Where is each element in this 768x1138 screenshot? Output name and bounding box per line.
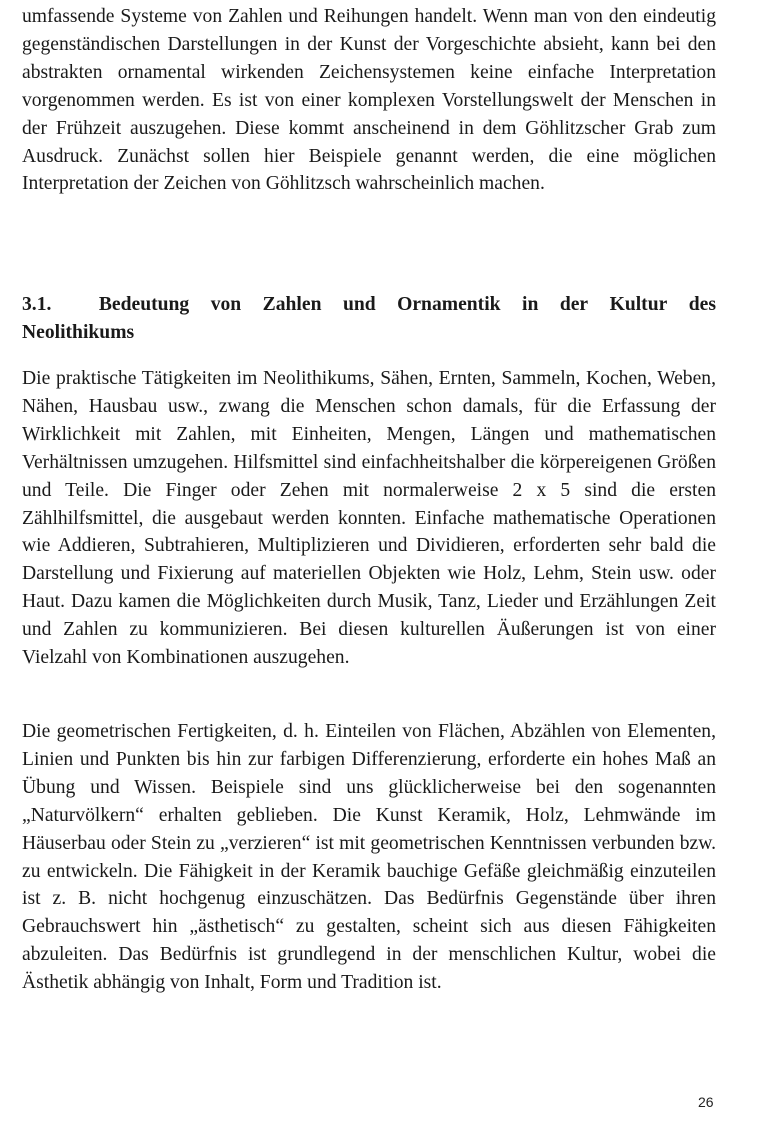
section-title-word: Zahlen — [262, 294, 322, 315]
intro-paragraph: umfassende Systeme von Zahlen und Reihungen handelt. Wenn man von den eindeutig gegenständischen Darstellungen in der Kunst der Vorgeschichte absieht, kann bei den abstrakten ornamental wirkenden Zeichensystemen keine einfache Interpretation vorgenommen werden. Es ist von einer komplexen Vorstellungswelt der Menschen in der Frühzeit auszugehen. Diese kommt anscheinend in dem Göhlitzscher Grab zum Ausdruck. Zunächst sollen hier Beispiele genannt werden, die eine möglichen Interpretation der Zeichen von Göhlitzsch wahrscheinlich machen. — [22, 6, 716, 195]
section-title-word: in — [522, 294, 539, 315]
section-title-word: von — [210, 294, 242, 315]
section-title-word: Ornamentik — [397, 294, 501, 315]
section-number: 3.1. — [22, 294, 52, 315]
body-paragraph: Die praktische Tätigkeiten im Neolithikums, Sähen, Ernten, Sammeln, Kochen, Weben, Nähen, Hausbau usw., zwang die Menschen schon damals, für die Erfassung der Wirklichkeit mit Zahlen, mit Einheiten, Mengen, Längen und mathematischen Verhältnissen umzugehen. Hilfsmittel sind einfachheitshalber die körpereigenen Größen und Teile. Die Finger oder Zehen mit normalerweise 2 x 5 sind die ersten Zählhilfsmittel, die ausgebaut werden konnten. Einfache mathematische Operationen wie Addieren, Subtrahieren, Multiplizieren und Dividieren, erforderten sehr bald die Darstellung und Fixierung auf materiellen Objekten wie Holz, Lehm, Stein usw. oder Haut. Dazu kamen die Möglichkeiten durch Musik, Tanz, Lieder und Erzählungen Zeit und Zahlen zu kommunizieren. Bei diesen kulturellen Äußerungen ist von einer Vielzahl von Kombinationen auszugehen. — [22, 368, 716, 669]
section-heading-line-1 — [22, 291, 716, 319]
section-title-line-2: Neolithikums — [22, 322, 135, 343]
section-title-word: des — [688, 294, 716, 315]
document-page — [22, 0, 716, 994]
section-heading — [22, 291, 716, 347]
body-paragraph: Die geometrischen Fertigkeiten, d. h. Einteilen von Flächen, Abzählen von Elementen, Linien und Punkten bis hin zur farbigen Differenzierung, erforderte ein hohes Maß an Übung und Wissen. Beispiele sind uns glücklicherweise bei den sogenannten „Naturvölkern“ erhalten geblieben. Die Kunst Keramik, Holz, Lehmwände im Häuserbau oder Stein zu „verzieren“ ist mit geometrischen Kenntnissen verbunden bzw. zu entwickeln. Die Fähigkeit in der Keramik bauchige Gefäße gleichmäßig einzuteilen ist z. B. nicht hochgenug einzuschätzen. Das Bedürfnis Gegenstände über ihren Gebrauchswert hin „ästhetisch“ zu gestalten, scheint sich aus diesen Fähigkeiten abzuleiten. Das Bedürfnis ist grundlegend in der menschlichen Kultur, wobei die Ästhetik abhängig von Inhalt, Form und Tradition ist. — [22, 721, 716, 994]
page-number: 26 — [698, 1094, 714, 1110]
section-title-word: der — [559, 294, 589, 315]
section-title-word: und — [342, 294, 376, 315]
section-title-word: Kultur — [609, 294, 668, 315]
section-title-word: Bedeutung — [98, 294, 190, 315]
